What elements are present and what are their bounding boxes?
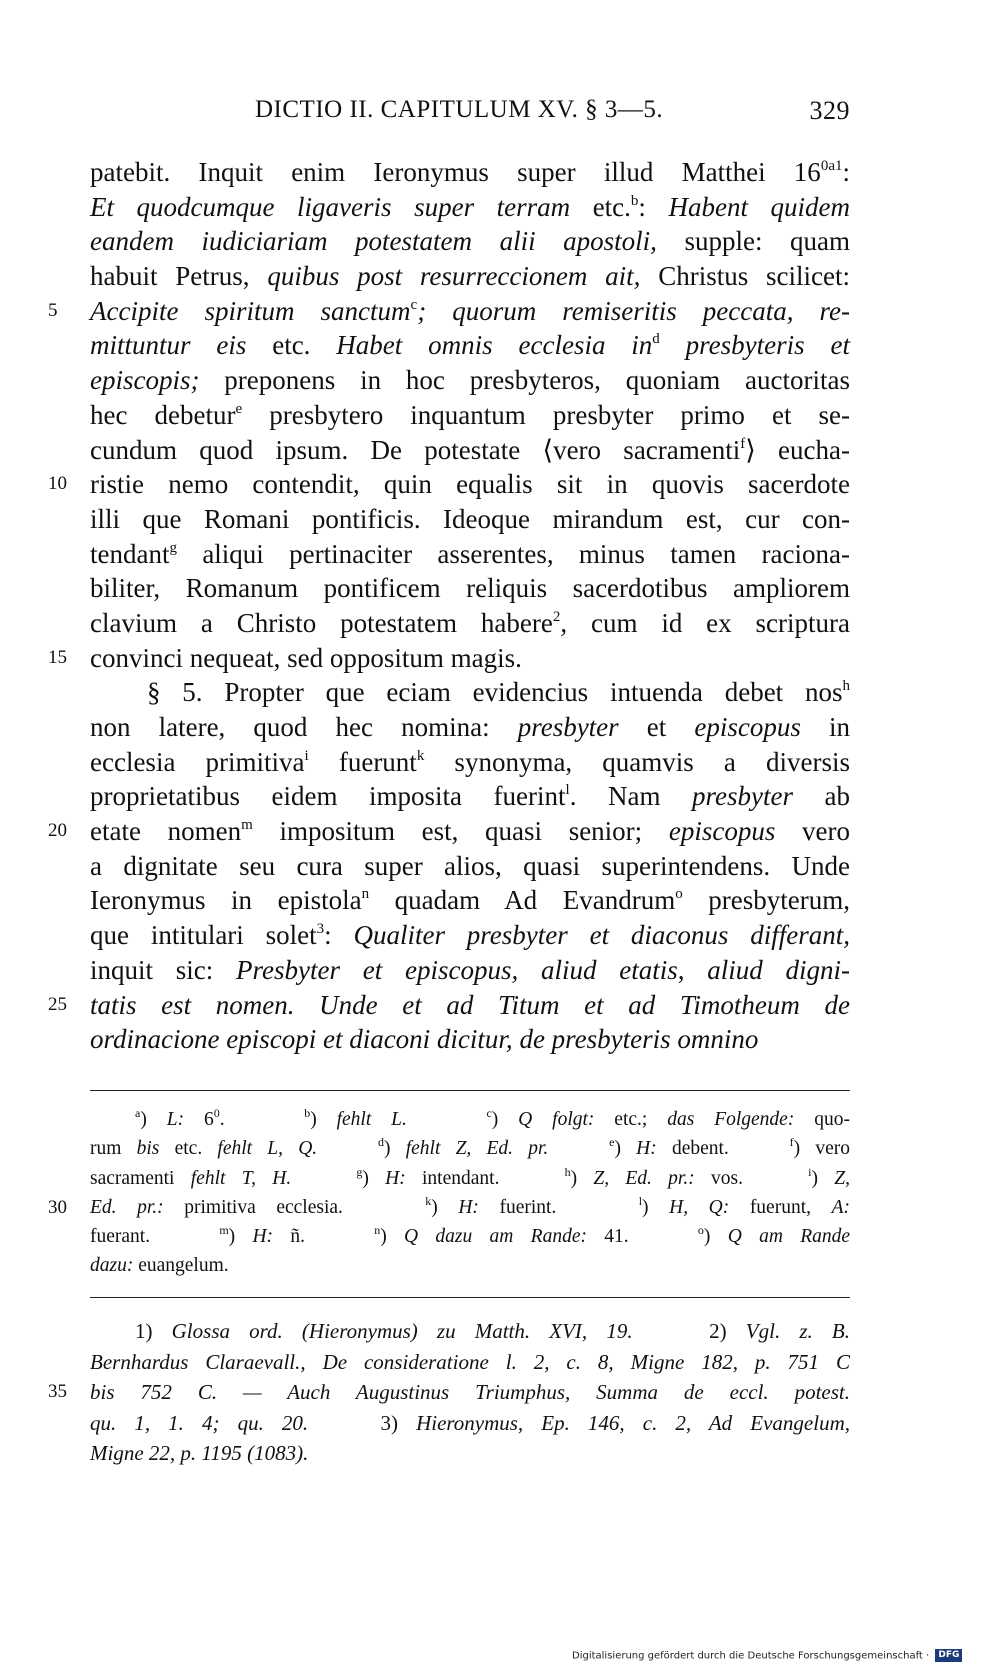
text-run: non latere, quod hec nomina: [90, 712, 518, 742]
note-marker: h [842, 678, 850, 695]
variant-note-line [90, 1222, 850, 1251]
text-run: sacramenti [90, 1167, 191, 1189]
text-run: 1) [135, 1319, 172, 1343]
text-run: convinci nequeat, sed oppositum magis. [90, 642, 522, 673]
text-run: patebit. Inquit enim Ieronymus super illud Matthei 16 [90, 157, 821, 187]
text-run: habuit Petrus, [90, 261, 268, 292]
text-line [90, 849, 850, 884]
italic-text: fehlt L, Q. [217, 1138, 318, 1160]
text-line [48, 294, 850, 329]
italic-text: Q dazu am Rande: [404, 1226, 587, 1248]
line-number: 10 [48, 473, 67, 495]
italic-text: presbyter [517, 712, 619, 742]
text-run: ) [703, 1226, 728, 1248]
note-marker: g [356, 1164, 363, 1179]
italic-text: Migne 22, p. 1195 (1083). [90, 1441, 309, 1465]
italic-text: qu. 1, 1. 4; qu. 20. [90, 1410, 309, 1435]
text-run: biliter, Romanum pontificem reliquis sacerdotibus ampliorem [90, 573, 850, 604]
text-run: proprietatibus eidem imposita fuerint [90, 781, 566, 812]
italic-text: fehlt Z, Ed. pr. [405, 1138, 549, 1160]
italic-text: H: [458, 1196, 479, 1218]
text-run: vos. [694, 1167, 809, 1189]
text-run: ristie nemo contendit, quin equalis sit in quovis sacerdote [90, 469, 850, 500]
note-marker: o [697, 1223, 704, 1238]
running-title: DICTIO II. CAPITULUM XV. § 3—5. [255, 96, 664, 123]
note-marker: o [675, 886, 683, 903]
text-run: etc. [570, 191, 631, 222]
text-line [48, 988, 850, 1023]
italic-text: Ed. pr.: [90, 1196, 164, 1218]
text-run: inquit sic: [90, 954, 237, 985]
line-number: 35 [48, 1381, 67, 1402]
text-run: preponens in hoc presbyteros, quoniam auctoritas [199, 365, 850, 396]
text-run: illi que Romani pontificis. Ideoque mirandum est, cur con- [90, 503, 850, 534]
text-line [90, 155, 850, 190]
text-run: etc. [246, 330, 337, 361]
text-run: ) [228, 1226, 253, 1248]
note-marker: k [416, 747, 425, 764]
note-marker: 0a1 [820, 158, 843, 174]
text-line [90, 328, 850, 363]
variant-note-line [90, 1134, 850, 1163]
italic-text: episcopus [694, 712, 801, 742]
text-run: ) vero [793, 1138, 850, 1160]
text-run: ñ. [273, 1226, 375, 1248]
note-marker: f [740, 435, 746, 452]
text-line [90, 571, 850, 606]
italic-text: tatis est nomen. Unde et ad Titum et ad Timotheum de [90, 989, 850, 1020]
italic-text: eandem iudiciariam potestatem alii apostoli, [90, 226, 657, 257]
italic-text: episcopus [668, 816, 776, 847]
text-run: ) [811, 1167, 835, 1189]
text-line [90, 953, 850, 988]
text-run: tendant [90, 538, 170, 569]
italic-text: mittuntur eis [90, 330, 247, 361]
text-run: 3) [308, 1410, 417, 1435]
text-run: rum [90, 1138, 137, 1160]
variant-note-line [90, 1105, 850, 1134]
text-line [48, 814, 850, 849]
text-run: presbytero inquantum presbyter primo et se- [242, 399, 850, 430]
digitization-credit [572, 1649, 962, 1662]
note-marker: 2 [552, 608, 561, 625]
text-run: clavium a Christo potestatem habere [90, 607, 553, 638]
italic-text: quibus post resurreccionem ait, [267, 261, 641, 292]
italic-text: das Folgende: [667, 1109, 795, 1130]
note-marker: n [374, 1223, 381, 1238]
text-line [90, 433, 850, 468]
text-run: . Nam [569, 781, 692, 812]
footnote-divider-bottom [90, 1297, 850, 1298]
text-run: Ieronymus in epistola [90, 885, 362, 916]
text-run: quadam Ad Evandrum [369, 885, 676, 916]
text-run: in [800, 712, 850, 742]
italic-text: bis 752 C. — Auch Augustinus Triumphus, Summa de eccl. potest. [90, 1380, 850, 1404]
text-run: 6 [184, 1109, 214, 1130]
note-marker: h [564, 1164, 571, 1179]
variant-note-line [90, 1164, 850, 1193]
text-run: et [618, 712, 695, 742]
text-run: ) [380, 1226, 405, 1248]
text-run: ) [614, 1138, 637, 1160]
text-line [90, 1022, 850, 1057]
text-run: . [219, 1109, 305, 1130]
text-run: § 5. Propter que eciam evidencius intuenda debet nos [147, 677, 843, 708]
text-run: : [638, 191, 669, 222]
italic-text: Bernhardus Claraevall., De consideratione l. 2, c. 8, Migne 182, p. 751 C [90, 1349, 850, 1374]
note-marker: g [169, 539, 177, 556]
italic-text: bis [136, 1138, 160, 1160]
text-run: vero [775, 816, 850, 847]
text-run [317, 1138, 378, 1159]
credit-text: Digitalisierung gefördert durch die Deutsche Forschungsgemeinschaft · [572, 1650, 930, 1662]
text-run: aliqui pertinaciter asserentes, minus tamen raciona- [176, 538, 850, 569]
text-run: ) [491, 1109, 519, 1130]
line-number: 25 [48, 993, 67, 1015]
text-run: debent. [656, 1138, 790, 1160]
italic-text: Z, [834, 1167, 850, 1189]
text-line [90, 918, 850, 953]
text-line [90, 606, 850, 641]
italic-text: Glossa ord. (Hieronymus) zu Matth. XVI, 19. [171, 1319, 633, 1343]
text-run: fuerint. [478, 1196, 639, 1218]
italic-text: de presbyteris omnino [519, 1024, 759, 1055]
italic-text: Accipite spiritum sanctum [90, 295, 411, 326]
line-number: 30 [48, 1196, 67, 1218]
note-marker: b [304, 1106, 311, 1120]
note-marker: l [565, 782, 570, 799]
text-run: euangelum. [133, 1255, 229, 1277]
text-line [90, 779, 850, 814]
text-line [90, 398, 850, 433]
text-run: supple: quam [656, 226, 850, 257]
source-note-line [90, 1408, 850, 1439]
text-run: ) [140, 1109, 167, 1130]
source-note-line [48, 1377, 850, 1408]
text-run [291, 1168, 356, 1189]
text-run: Christus scilicet: [640, 261, 850, 292]
italic-text: dazu: [90, 1255, 134, 1277]
italic-text: H, Q: [669, 1196, 730, 1218]
text-run: quo- [794, 1109, 850, 1130]
italic-text: fehlt T, H. [190, 1167, 292, 1189]
text-run [548, 1138, 609, 1159]
note-marker: 3 [316, 921, 325, 938]
italic-text: Presbyter et episcopus, aliud etatis, aliud digni- [236, 954, 850, 985]
note-marker: b [630, 192, 639, 209]
italic-text: ; quorum remiseritis peccata, re- [417, 295, 850, 326]
italic-text: Z, Ed. pr.: [593, 1167, 695, 1189]
text-line [90, 224, 850, 259]
italic-text: A: [831, 1196, 850, 1218]
text-run: : [842, 157, 850, 187]
note-marker: k [425, 1193, 432, 1208]
text-run: fuerant. [90, 1226, 220, 1248]
text-run: ) [570, 1167, 594, 1189]
text-run: ) [310, 1109, 337, 1130]
text-line [90, 190, 850, 225]
text-run: 41. [587, 1226, 698, 1248]
text-run: presbyterum, [682, 885, 850, 916]
text-line [90, 745, 850, 780]
italic-text: Hieronymus, Ep. 146, c. 2, Ad Evangelum, [416, 1410, 850, 1435]
text-run: que intitulari solet [90, 920, 317, 951]
note-marker: m [241, 817, 253, 834]
note-marker: f [789, 1135, 794, 1150]
note-marker: d [652, 331, 660, 348]
source-note-line [90, 1316, 850, 1347]
text-line [48, 641, 850, 676]
text-line [90, 502, 850, 537]
italic-text: Q folgt: [518, 1109, 595, 1130]
text-run [660, 330, 686, 360]
text-run: , cum id ex scriptura [560, 607, 850, 638]
note-marker: n [361, 886, 370, 903]
text-run: ecclesia primitiva [90, 746, 305, 777]
text-run [407, 1109, 487, 1130]
text-line [90, 363, 850, 398]
text-run: primitiva ecclesia. [163, 1196, 426, 1218]
text-run: ) [431, 1196, 459, 1218]
text-run: etate nomen [90, 816, 242, 847]
italic-text: ordinacione episcopi et diaconi dicitur, [90, 1024, 513, 1055]
italic-text: fehlt L. [336, 1109, 407, 1130]
note-marker: a [135, 1106, 141, 1120]
text-line [90, 883, 850, 918]
note-marker: e [235, 400, 243, 417]
note-marker: d [378, 1135, 384, 1150]
italic-text: Vgl. z. B. [745, 1319, 850, 1343]
note-marker: i [808, 1164, 812, 1179]
line-number: 20 [48, 820, 67, 842]
source-note-line [90, 1347, 850, 1378]
text-run: ) [642, 1196, 670, 1218]
italic-text: Qualiter presbyter et diaconus differant, [353, 920, 850, 951]
text-line [48, 467, 850, 502]
note-marker: m [219, 1223, 229, 1238]
italic-text: H: [252, 1226, 274, 1248]
italic-text: H: [385, 1167, 406, 1189]
text-run: ) [384, 1138, 406, 1160]
text-run: fuerunt [308, 746, 417, 777]
italic-text: presbyter [692, 781, 793, 812]
note-marker: i [304, 747, 309, 764]
italic-text: episcopis; [90, 365, 200, 396]
line-number: 15 [48, 646, 67, 668]
note-marker: c [486, 1106, 492, 1120]
variant-note-line [90, 1251, 850, 1280]
text-run: synonyma, quamvis a diversis [424, 746, 851, 777]
text-run: etc. [159, 1138, 218, 1160]
text-line [90, 537, 850, 572]
text-run: fuerunt, [729, 1196, 832, 1218]
variant-note-line [48, 1193, 850, 1222]
variant-notes [48, 1105, 851, 1281]
page-number: 329 [809, 96, 850, 125]
footnote-divider-top [90, 1090, 850, 1091]
italic-text: presbyteris et [685, 330, 850, 361]
text-line [90, 675, 850, 710]
italic-text: Habent quidem [668, 191, 850, 222]
italic-text: L: [166, 1109, 185, 1130]
main-text [48, 155, 851, 1057]
italic-text: Et quodcumque ligaveris super terram [90, 191, 571, 222]
text-run: intendant. [405, 1167, 565, 1189]
italic-text: Q am Rande [727, 1226, 851, 1248]
text-run: impositum est, quasi senior; [252, 816, 669, 847]
text-run: a dignitate seu cura super alios, quasi superintendens. Unde [90, 850, 850, 881]
text-run: ab [792, 781, 851, 812]
note-marker: e [609, 1135, 615, 1150]
source-notes [48, 1316, 850, 1469]
note-marker: l [638, 1193, 643, 1208]
source-note-line [90, 1438, 850, 1469]
text-run: cundum quod ipsum. De potestate ⟨vero sacramenti [90, 434, 741, 465]
text-run: ) [362, 1167, 386, 1189]
text-run: etc.; [594, 1109, 668, 1130]
italic-text: Habet omnis ecclesia in [336, 330, 653, 361]
text-run: 2) [632, 1319, 746, 1343]
dfg-logo: DFG [935, 1649, 962, 1662]
text-run: : [324, 920, 354, 951]
text-line [90, 710, 850, 745]
text-run: hec debetur [90, 399, 236, 430]
text-run: ⟩ eucha- [745, 434, 850, 465]
line-number: 5 [48, 299, 58, 321]
text-line [90, 259, 850, 294]
note-marker: 0 [213, 1106, 220, 1120]
italic-text: H: [636, 1138, 657, 1160]
note-marker: c [410, 296, 418, 313]
